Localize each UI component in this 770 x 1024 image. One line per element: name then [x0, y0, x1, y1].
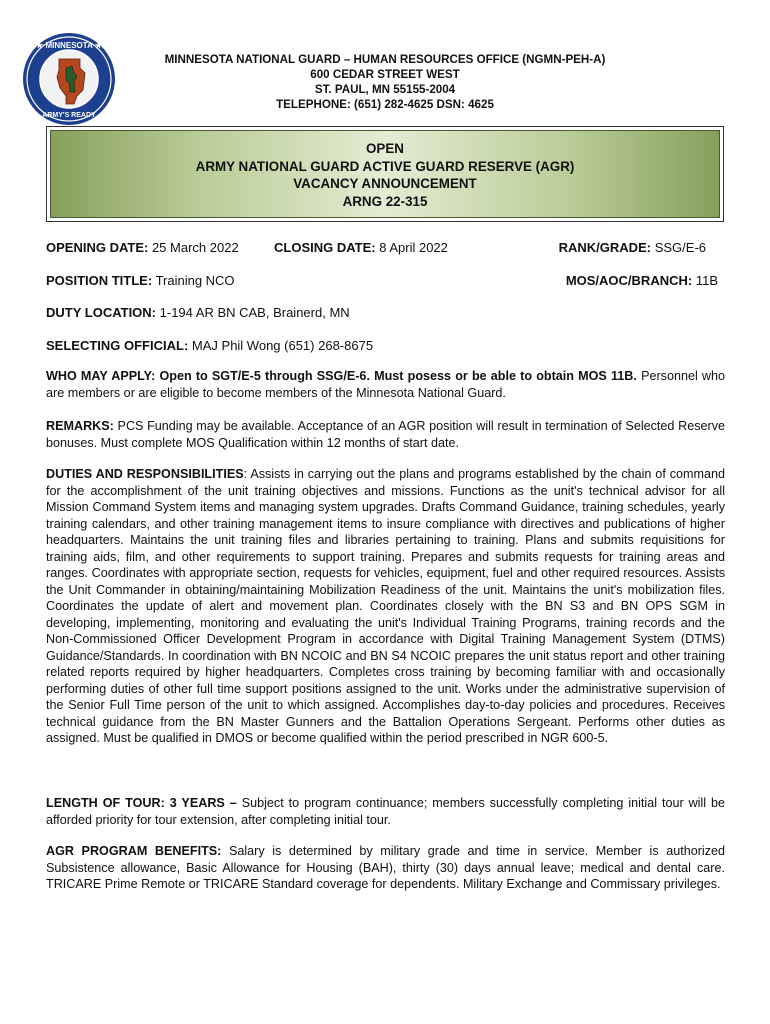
tour-duration: 3 YEARS – [169, 796, 237, 810]
who-may-apply-text: Personnel who are members or are eligible to become members of the Minnesota National Guard. [46, 369, 726, 400]
who-may-apply-eligibility: Open to SGT/E-5 through SSG/E-6. Must posess or be able to obtain MOS 11B. [159, 369, 637, 383]
vacancy-title-box [46, 126, 724, 222]
closing-date [274, 240, 448, 256]
telephone: TELEPHONE: (651) 282-4625 DSN: 4625 [276, 98, 494, 111]
rank-grade [559, 240, 706, 256]
remarks-text: PCS Funding may be available. Acceptance of an AGR position will result in termination of Selected Reserve bonuses. Must complete MOS Qualification within 12 months of start date. [46, 419, 725, 450]
benefits-label: AGR PROGRAM BENEFITS: [46, 844, 222, 858]
remarks-label: REMARKS: [46, 419, 114, 433]
mos-branch-label: MOS/AOC/BRANCH: [565, 273, 693, 288]
vacancy-status: OPEN [366, 141, 404, 156]
duty-location-value: 1-194 AR BN CAB, Brainerd, MN [159, 305, 350, 320]
svg-text:ARMY'S READY: ARMY'S READY [42, 112, 96, 119]
vacancy-number: ARNG 22-315 [342, 193, 428, 209]
position-title-label: POSITION TITLE: [46, 273, 153, 288]
svg-text:★ MINNESOTA ★: ★ MINNESOTA ★ [36, 41, 102, 50]
opening-date-value: 25 March 2022 [151, 240, 239, 255]
position-title-value: Training NCO [155, 273, 235, 288]
selecting-official-value: MAJ Phil Wong (651) 268-8675 [191, 338, 374, 353]
duties-text: Assists in carrying out the plans and programs established by the chain of command for the accomplishment of the unit training objectives and missions. Functions as the unit's technical advisor for all Mission Command System items and managing system upgrades. Drafts Command Guidance, training schedules, yearly training calendars, and other training management items to insure compliance with directives and publications of higher headquarters. Maintains the unit training files and libraries pertaining to training. Plans and submits requisitions for training aids, film, and other requirements to support training. Prepares and submits requests for training areas and ranges. Coordinates with appropriate section, requests for vehicles, equipment, fuel and other required resources. Assists the Unit Commander in obtaining/maintaining Mobilization Readiness of the unit. Maintains the unit's mobilization files. Coordinates the update of alert and movement plan. Coordinates closely with the BN S3 and BN OPS SGM in developing, implementing, monitoring and evaluating the unit's Individual Training Programs, training records and the Non-Commissioned Officer Development Program in accordance with Digital Training Management System (DTMS) Guidance/Standards. In coordination with BN NCOIC and BN S4 NCOIC prepares the unit status report and other training related reports required by higher headquarters. Completes cross training by becoming familiar with and occasionally performing duties of other full time support positions assigned to the unit. Works under the administrative supervision of the Senior Full Time person of the unit to which assigned. Accomplishes day-to-day policies and procedures. Receives technical guidance from the BN Master Gunners and the Battalion Operations Sergeant. Performs other duties as assigned. Must be qualified in DMOS or become qualified within the period prescribed in NGR 600-5. [46, 467, 725, 745]
closing-date-label: CLOSING DATE: [274, 240, 376, 255]
duties-and-responsibilities: DUTIES AND RESPONSIBILITIES: Assists in carrying out the plans and programs established by the chain of command for the accomplishment of the unit training objectives and missions. Functions as the unit's technical advisor for all Mission Command System items and managing system upgrades. Drafts Command Guidance, training schedules, yearly training calendars, and other training management items to insure compliance with directives and publications of higher headquarters. Maintains the unit training files and libraries pertaining to training. Plans and submits requisitions for training aids, film, and other requirements to support training. Prepares and submits requests for training areas and ranges. Coordinates with appropriate section, requests for vehicles, equipment, fuel and other required resources. Assists the Unit Commander in obtaining/maintaining Mobilization Readiness of the unit. Maintains the unit's mobilization files. Coordinates the update of alert and movement plan. Coordinates closely with the BN S3 and BN OPS SGM in developing, implementing, monitoring and evaluating the unit's Individual Training Programs, training records and the Non-Commissioned Officer Development Program in accordance with Digital Training Management System (DTMS) Guidance/Standards. In coordination with BN NCOIC and BN S4 NCOIC prepares the unit status report and other training related reports required by higher headquarters. Completes cross training by becoming familiar with and occasionally performing duties of other full time support positions assigned to the unit. Works under the administrative supervision of the Senior Full Time person of the unit to which assigned. Accomplishes day-to-day policies and procedures. Receives technical guidance from the BN Master Gunners and the Battalion Operations Sergeant. Performs other duties as assigned. Must be qualified in DMOS or become qualified within the period prescribed in NGR 600-5. [46, 467, 725, 745]
opening-date-label: OPENING DATE: [46, 240, 149, 255]
rank-grade-value: SSG/E-6 [654, 240, 706, 255]
vacancy-program: ARMY NATIONAL GUARD ACTIVE GUARD RESERVE (AGR) [195, 158, 575, 174]
remarks [46, 418, 725, 451]
agr-program-benefits [46, 843, 725, 893]
selecting-official [46, 338, 373, 354]
benefits-text: Salary is determined by military grade and time in service. Member is authorized Subsistence allowance, Basic Allowance for Housing (BAH), thirty (30) days annual leave; medical and dental care. TRICARE Prime Remote or TRICARE Standard coverage for dependents. Military Exchange and Commissary privileges. [46, 844, 726, 891]
duty-location [46, 305, 350, 321]
tour-text: Subject to program continuance; members successfully completing initial tour will be afforded priority for tour extension, after completing initial tour. [46, 796, 726, 827]
seal-graphic [22, 32, 116, 126]
duties-label: DUTIES AND RESPONSIBILITIES [46, 467, 244, 481]
duty-location-label: DUTY LOCATION: [46, 305, 157, 320]
opening-date [46, 240, 239, 256]
who-may-apply [46, 368, 725, 401]
minnesota-national-guard-seal [22, 32, 116, 126]
position-title [46, 273, 235, 289]
selecting-official-label: SELECTING OFFICIAL: [46, 338, 189, 353]
street-address: 600 CEDAR STREET WEST [310, 68, 460, 81]
mos-branch [566, 273, 718, 289]
office-name: MINNESOTA NATIONAL GUARD – HUMAN RESOURCES OFFICE (NGMN-PEH-A) [164, 53, 606, 66]
letterhead [120, 52, 650, 112]
closing-date-value: 8 April 2022 [379, 240, 448, 255]
vacancy-heading: VACANCY ANNOUNCEMENT [293, 176, 477, 191]
rank-grade-label: RANK/GRADE: [558, 240, 652, 255]
tour-label: LENGTH OF TOUR: [46, 796, 165, 810]
vacancy-title-banner [50, 130, 720, 218]
length-of-tour [46, 795, 725, 828]
city-state-zip: ST. PAUL, MN 55155-2004 [314, 83, 456, 96]
who-may-apply-label: WHO MAY APPLY: [46, 369, 156, 383]
mos-branch-value: 11B [695, 273, 718, 288]
